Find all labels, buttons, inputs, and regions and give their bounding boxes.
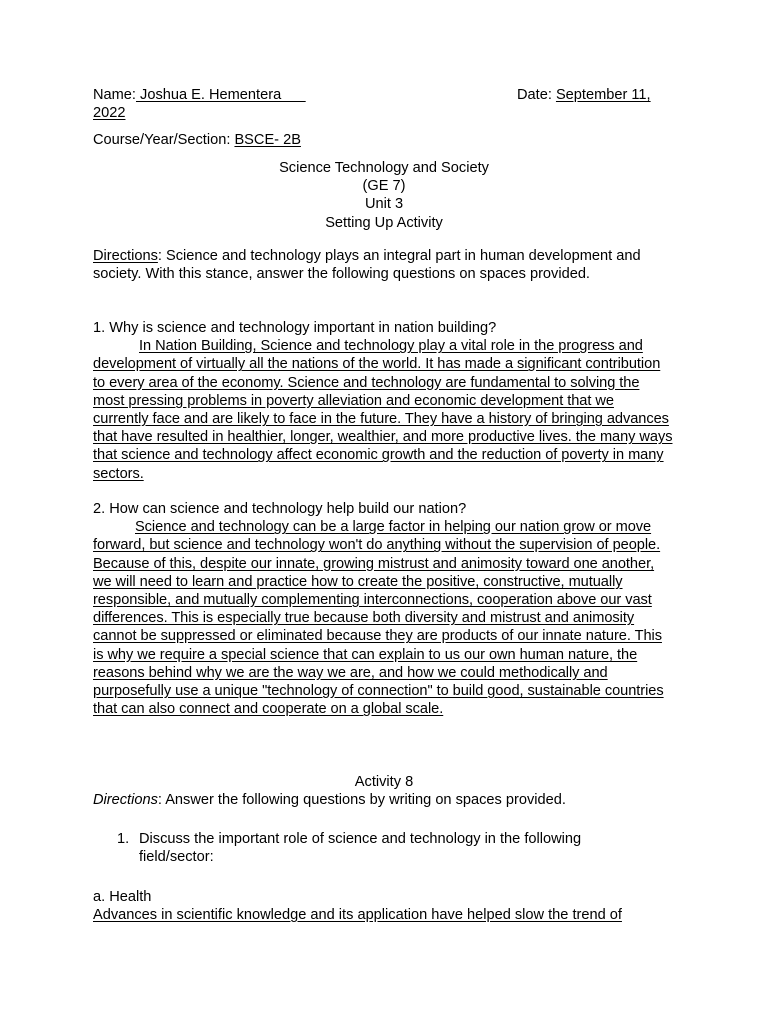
activity-8-heading: Activity 8 bbox=[354, 774, 414, 790]
name-line bbox=[93, 86, 306, 104]
question-1-answer: In Nation Building, Science and technology play a vital role in the progress and development of virtually all the nations of the world. It has made a significant contribution to every area of the economy. Science and technology are fundamental to solving the most pressing problems in poverty alleviation and economic development that we currently face and are likely to face in the future. They have a history of bringing advances that have resulted in healthier, longer, wealthier, and more productive lives. the many ways that science and technology affect economic growth and the reduction of poverty in many sectors. bbox=[93, 338, 673, 482]
course-label: Course/Year/Section: bbox=[93, 132, 231, 148]
title-unit: Unit 3 bbox=[364, 196, 404, 213]
name-label: Name: bbox=[93, 87, 136, 103]
title-activity: Setting Up Activity bbox=[325, 214, 443, 231]
directions-text-2: society. With this stance, answer the following questions on spaces provided. bbox=[93, 266, 590, 283]
item-1-line-2: field/sector: bbox=[139, 849, 214, 866]
question-2-text: 2. How can science and technology help build our nation? bbox=[93, 501, 467, 517]
health-heading-text: a. Health bbox=[93, 889, 152, 905]
date-line bbox=[517, 86, 651, 104]
item-1-line-1: Discuss the important role of science and technology in the following bbox=[139, 831, 582, 847]
date-value-continued bbox=[93, 104, 125, 122]
question-1-text: 1. Why is science and technology important in nation building? bbox=[93, 320, 497, 336]
health-heading bbox=[93, 888, 151, 906]
title-subject: Science Technology and Society bbox=[279, 160, 489, 176]
directions-label: Directions bbox=[93, 248, 158, 264]
date-value: September 11, bbox=[555, 87, 651, 103]
question-2-answer: Science and technology can be a large factor in helping our nation grow or move forward, but science and technology won't do anything without the supervision of people. Because of this, despite our innate, growing mistrust and animosity toward one another, we will need to learn and practice how to create the positive, constructive, mutually responsible, and mutually complementing interconnections, cooperation above our vast differences. This is especially true because both diversity and mistrust and animosity cannot be suppressed or eliminated because they are products of our innate nature. This is why we require a special science that can explain to us our own human nature, the reasons behind why we are the way we are, and how we could methodically and purposefully use a unique "technology of connection" to build good, sustainable countries that can also connect and cooperate on a global scale. bbox=[93, 519, 664, 718]
activity-8-item-1 bbox=[93, 830, 693, 870]
title-block bbox=[0, 159, 768, 232]
health-answer-text: Advances in scientific knowledge and its application have helped slow the trend of bbox=[93, 907, 622, 923]
date-label: Date: bbox=[517, 87, 552, 103]
activity-8-directions bbox=[93, 791, 566, 809]
activity-8-directions-label: Directions bbox=[93, 792, 158, 808]
date-year: 2022 bbox=[93, 105, 126, 121]
health-answer bbox=[93, 906, 622, 924]
question-2-block bbox=[93, 500, 673, 718]
course-value: BSCE- 2B bbox=[234, 132, 301, 148]
title-code: (GE 7) bbox=[362, 178, 406, 195]
question-1-block bbox=[93, 319, 673, 483]
activity-8-title bbox=[0, 773, 768, 791]
item-1-number: 1. bbox=[117, 831, 130, 847]
directions-text-1: : Science and technology plays an integral part in human development and bbox=[157, 248, 641, 264]
directions-block bbox=[93, 247, 683, 283]
item-1-text bbox=[139, 830, 699, 866]
name-value: Joshua E. Hementera___ bbox=[135, 87, 306, 103]
course-line bbox=[93, 131, 301, 149]
activity-8-directions-text: : Answer the following questions by writing on spaces provided. bbox=[157, 792, 566, 808]
